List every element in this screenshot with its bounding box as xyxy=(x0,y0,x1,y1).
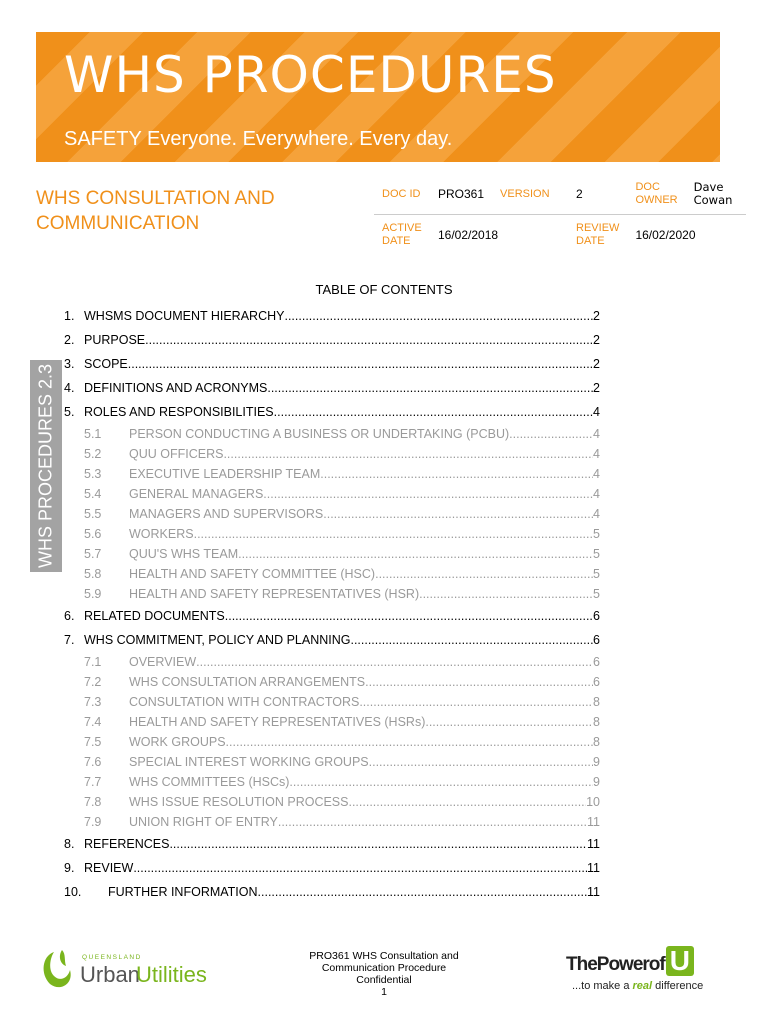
toc-entry[interactable] xyxy=(64,672,600,692)
toc-dot-leader xyxy=(365,672,593,692)
toc-entry-title: RELATED DOCUMENTS xyxy=(84,609,225,623)
toc-entry-page: 8 xyxy=(593,735,600,749)
toc-entry-title: ROLES AND RESPONSIBILITIES xyxy=(84,405,274,419)
toc-entry-number: 5.2 xyxy=(84,447,102,461)
toc-entry[interactable] xyxy=(64,604,600,628)
toc-dot-leader xyxy=(509,424,593,444)
slogan-tagline-pre: ...to make a xyxy=(572,980,633,992)
toc-entry-page: 4 xyxy=(593,405,600,419)
slogan-tagline xyxy=(566,980,736,992)
toc-entry[interactable] xyxy=(64,328,600,352)
toc-entry[interactable] xyxy=(64,712,600,732)
toc-entry-page: 2 xyxy=(593,381,600,395)
toc-entry-page: 5 xyxy=(593,567,600,581)
toc-entry-page: 11 xyxy=(587,885,600,899)
toc-dot-leader xyxy=(128,352,593,376)
toc-entry-number: 5.7 xyxy=(84,547,102,561)
toc-entry-number: 8. xyxy=(64,837,75,851)
toc-entry-title: REFERENCES xyxy=(84,837,170,851)
toc-entry-page: 8 xyxy=(593,695,600,709)
logo-queensland: QUEENSLAND xyxy=(82,954,142,961)
toc-dot-leader xyxy=(284,304,593,328)
toc-entry-page: 6 xyxy=(593,675,600,689)
version-value: 2 xyxy=(568,174,627,215)
toc-entry-number: 9. xyxy=(64,861,75,875)
toc-dot-leader xyxy=(274,400,593,424)
toc-entry[interactable] xyxy=(64,792,600,812)
toc-entry-page: 5 xyxy=(593,547,600,561)
sidebar-version-label: WHS PROCEDURES 2.3 xyxy=(35,363,56,569)
toc-entry-page: 5 xyxy=(593,587,600,601)
toc-dot-leader xyxy=(359,692,593,712)
toc-entry-title: QUU'S WHS TEAM xyxy=(129,547,239,561)
toc-dot-leader xyxy=(133,856,587,880)
toc-entry-page: 4 xyxy=(593,487,600,501)
banner-title: WHS PROCEDURES xyxy=(64,46,557,104)
toc-entry-title: FURTHER INFORMATION xyxy=(108,885,258,899)
toc-dot-leader xyxy=(238,544,593,564)
toc-dot-leader xyxy=(196,652,593,672)
toc-dot-leader xyxy=(226,732,594,752)
toc-dot-leader xyxy=(223,444,593,464)
toc-entry-page: 4 xyxy=(593,447,600,461)
toc-entry-title: HEALTH AND SAFETY REPRESENTATIVES (HSRs) xyxy=(129,715,426,729)
toc-entry-title: DEFINITIONS AND ACRONYMS xyxy=(84,381,268,395)
slogan-tagline-post: difference xyxy=(652,980,704,992)
doc-owner-value: Dave Cowan xyxy=(686,174,746,215)
toc-entry-page: 6 xyxy=(593,609,600,623)
toc-entry[interactable] xyxy=(64,692,600,712)
doc-owner-label: DOC OWNER xyxy=(627,174,685,215)
toc-dot-leader xyxy=(267,376,593,400)
toc-entry[interactable] xyxy=(64,376,600,400)
toc-dot-leader xyxy=(375,564,593,584)
toc-entry-page: 2 xyxy=(593,333,600,347)
slogan-u: U xyxy=(666,946,694,976)
toc-entry-title: SPECIAL INTEREST WORKING GROUPS xyxy=(129,755,369,769)
toc-entry[interactable] xyxy=(64,564,600,584)
toc-dot-leader xyxy=(225,604,593,628)
footer-line-2: Communication Procedure xyxy=(321,962,447,974)
toc-entry-number: 5. xyxy=(64,405,75,419)
toc-entry-number: 5.9 xyxy=(84,587,102,601)
toc-entry-number: 5.1 xyxy=(84,427,102,441)
power-of-u-logo xyxy=(566,942,736,992)
toc-entry-title: PURPOSE xyxy=(84,333,146,347)
toc-entry-page: 2 xyxy=(593,309,600,323)
toc-entry-number: 1. xyxy=(64,309,75,323)
toc-dot-leader xyxy=(323,504,593,524)
toc-entry[interactable] xyxy=(64,304,600,328)
toc-entry-title: UNION RIGHT OF ENTRY xyxy=(129,815,278,829)
slogan-tagline-em: real xyxy=(632,980,653,992)
table-of-contents xyxy=(64,304,600,904)
toc-entry[interactable] xyxy=(64,424,600,444)
toc-dot-leader xyxy=(350,628,593,652)
toc-dot-leader xyxy=(263,484,593,504)
toc-entry-number: 7.4 xyxy=(84,715,102,729)
toc-entry[interactable] xyxy=(64,628,600,652)
toc-entry-title: PERSON CONDUCTING A BUSINESS OR UNDERTAKING (PCBU) xyxy=(129,427,510,441)
toc-entry[interactable] xyxy=(64,652,600,672)
toc-entry-title: WHS ISSUE RESOLUTION PROCESS xyxy=(129,795,349,809)
toc-entry-number: 7.6 xyxy=(84,755,102,769)
toc-entry-number: 5.4 xyxy=(84,487,102,501)
toc-entry-title: QUU OFFICERS xyxy=(129,447,224,461)
toc-entry[interactable] xyxy=(64,524,600,544)
document-title: WHS CONSULTATION AND COMMUNICATION xyxy=(36,188,275,234)
toc-entry[interactable] xyxy=(64,856,600,880)
doc-id-label: DOC ID xyxy=(374,174,430,215)
toc-entry-number: 5.3 xyxy=(84,467,102,481)
toc-entry-number: 10. xyxy=(64,885,82,899)
toc-entry-title: OVERVIEW xyxy=(129,655,197,669)
toc-entry-number: 2. xyxy=(64,333,75,347)
toc-entry-number: 7.1 xyxy=(84,655,102,669)
toc-entry[interactable] xyxy=(64,504,600,524)
toc-entry[interactable] xyxy=(64,832,600,856)
toc-entry[interactable] xyxy=(64,772,600,792)
toc-entry[interactable] xyxy=(64,484,600,504)
toc-entry-number: 7. xyxy=(64,633,75,647)
toc-entry[interactable] xyxy=(64,584,600,604)
toc-entry-page: 11 xyxy=(587,861,600,875)
toc-entry-number: 7.5 xyxy=(84,735,102,749)
toc-entry-title: WHS COMMITTEES (HSCs) xyxy=(129,775,290,789)
footer-page-number: 1 xyxy=(381,986,387,998)
toc-dot-leader xyxy=(258,880,587,904)
footer-line-3: Confidential xyxy=(356,974,412,986)
toc-dot-leader xyxy=(369,752,593,772)
toc-entry-number: 7.9 xyxy=(84,815,102,829)
toc-dot-leader xyxy=(320,464,593,484)
active-date-value: 16/02/2018 xyxy=(438,228,499,242)
toc-entry-title: MANAGERS AND SUPERVISORS xyxy=(129,507,324,521)
toc-entry-page: 9 xyxy=(593,775,600,789)
toc-entry-number: 6. xyxy=(64,609,75,623)
toc-entry-number: 5.6 xyxy=(84,527,102,541)
toc-entry-number: 5.5 xyxy=(84,507,102,521)
active-date-label: ACTIVE DATE xyxy=(382,222,422,247)
toc-entry-page: 6 xyxy=(593,655,600,669)
logo-utilities: Utilities xyxy=(136,962,207,987)
toc-dot-leader xyxy=(425,712,593,732)
toc-entry-number: 5.8 xyxy=(84,567,102,581)
toc-entry-title: SCOPE xyxy=(84,357,128,371)
toc-entry-page: 11 xyxy=(587,837,600,851)
toc-entry[interactable] xyxy=(64,444,600,464)
toc-dot-leader xyxy=(348,792,586,812)
toc-entry[interactable] xyxy=(64,752,600,772)
toc-entry-page: 4 xyxy=(593,507,600,521)
toc-entry-title: EXECUTIVE LEADERSHIP TEAM xyxy=(129,467,321,481)
toc-entry-title: WHSMS DOCUMENT HIERARCHY xyxy=(84,309,285,323)
toc-dot-leader xyxy=(289,772,593,792)
doc-id-value: PRO361 xyxy=(430,174,492,215)
document-meta-table xyxy=(374,174,746,255)
toc-entry-page: 11 xyxy=(587,815,600,829)
toc-entry-page: 6 xyxy=(593,633,600,647)
footer-line-1: PRO361 WHS Consultation and xyxy=(309,950,459,962)
toc-dot-leader xyxy=(169,832,587,856)
toc-entry[interactable] xyxy=(64,544,600,564)
toc-entry[interactable] xyxy=(64,880,600,904)
toc-entry[interactable] xyxy=(64,400,600,424)
toc-heading: TABLE OF CONTENTS xyxy=(315,282,453,297)
logo-urban: Urban xyxy=(80,962,140,987)
toc-entry-page: 4 xyxy=(593,427,600,441)
toc-entry-number: 7.8 xyxy=(84,795,102,809)
toc-entry-number: 3. xyxy=(64,357,75,371)
toc-entry[interactable] xyxy=(64,812,600,832)
toc-entry-title: WORK GROUPS xyxy=(129,735,226,749)
version-label: VERSION xyxy=(492,174,568,215)
review-date-value: 16/02/2020 xyxy=(635,228,696,242)
toc-dot-leader xyxy=(278,812,587,832)
toc-entry-title: HEALTH AND SAFETY COMMITTEE (HSC) xyxy=(129,567,376,581)
banner-tagline: SAFETY Everyone. Everywhere. Every day. xyxy=(64,128,453,150)
toc-entry[interactable] xyxy=(64,352,600,376)
toc-entry-page: 2 xyxy=(593,357,600,371)
toc-entry-title: HEALTH AND SAFETY REPRESENTATIVES (HSR) xyxy=(129,587,420,601)
toc-dot-leader xyxy=(145,328,593,352)
toc-entry-page: 4 xyxy=(593,467,600,481)
toc-entry-title: WHS COMMITMENT, POLICY AND PLANNING xyxy=(84,633,351,647)
toc-entry-number: 7.2 xyxy=(84,675,102,689)
toc-entry[interactable] xyxy=(64,464,600,484)
toc-entry-page: 10 xyxy=(586,795,600,809)
toc-dot-leader xyxy=(194,524,593,544)
toc-entry-page: 9 xyxy=(593,755,600,769)
toc-entry-page: 5 xyxy=(593,527,600,541)
toc-entry-number: 4. xyxy=(64,381,75,395)
toc-entry-title: WORKERS xyxy=(129,527,194,541)
toc-entry-number: 7.3 xyxy=(84,695,102,709)
sidebar-version-tab xyxy=(30,360,62,572)
toc-entry-title: GENERAL MANAGERS xyxy=(129,487,264,501)
toc-entry-title: WHS CONSULTATION ARRANGEMENTS xyxy=(129,675,366,689)
toc-dot-leader xyxy=(419,584,593,604)
toc-entry-title: CONSULTATION WITH CONTRACTORS xyxy=(129,695,360,709)
toc-entry-title: REVIEW xyxy=(84,861,134,875)
toc-entry[interactable] xyxy=(64,732,600,752)
review-date-label: REVIEW DATE xyxy=(576,222,620,247)
toc-entry-number: 7.7 xyxy=(84,775,102,789)
slogan-main: ThePowerof xyxy=(566,954,665,975)
toc-entry-page: 8 xyxy=(593,715,600,729)
header-banner xyxy=(36,32,720,162)
